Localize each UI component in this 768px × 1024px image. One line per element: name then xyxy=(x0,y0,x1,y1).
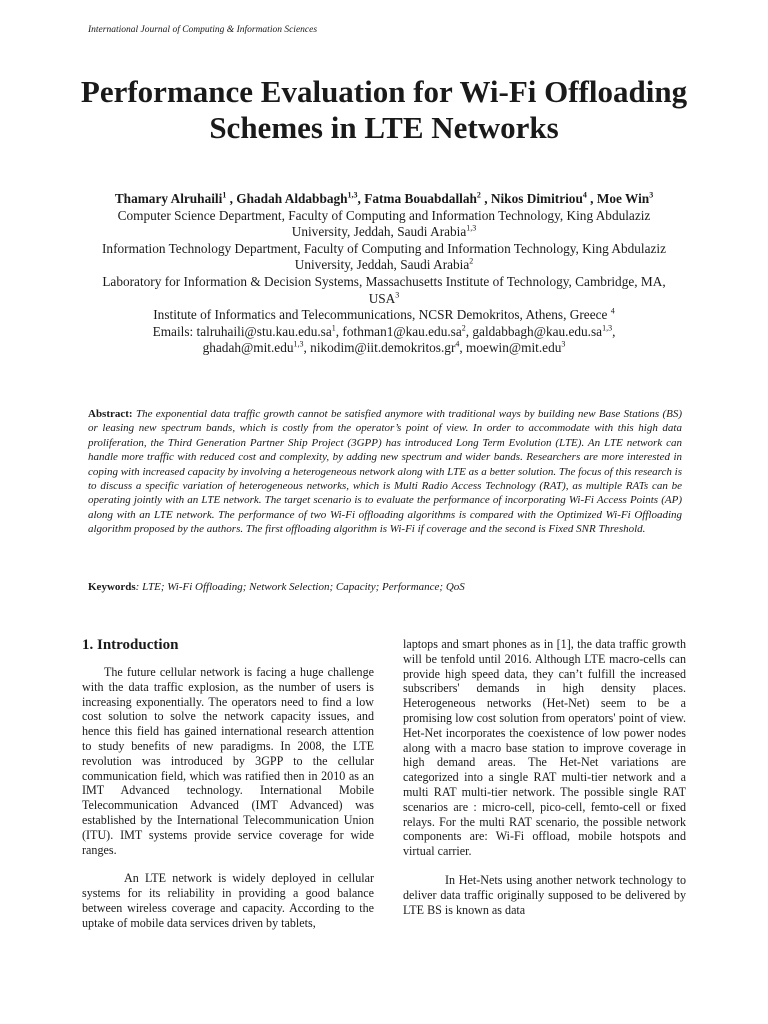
keywords-text: : LTE; Wi-Fi Offloading; Network Selection; Capacity; Performance; QoS xyxy=(135,581,465,593)
left-column xyxy=(82,636,374,931)
title-line-1: Performance Evaluation for Wi-Fi Offloading xyxy=(80,74,688,109)
section-heading: 1. Introduction xyxy=(82,637,179,653)
author-sup: 3 xyxy=(649,190,654,200)
journal-header: International Journal of Computing & Information Sciences xyxy=(88,25,318,35)
email-link[interactable]: galdabbagh@kau.edu.sa xyxy=(472,323,603,339)
author-name: Ghadah Aldabbagh xyxy=(236,191,348,206)
affiliation-3: Laboratory for Information & Decision Systems, Massachusetts Institute of Technology, Cambridge, MA, USA$^3$ xyxy=(102,273,666,306)
author-name: Nikos Dimitriou xyxy=(490,191,583,206)
author-sup: 2 xyxy=(476,190,481,200)
author-sup: 1 xyxy=(222,190,227,200)
paragraph: In Het-Nets using another network technology to deliver data traffic originally supposed to be delivered by LTE BS is known as data xyxy=(403,872,686,917)
affiliation-4: Institute of Informatics and Telecommunications, NCSR Demokritos, Athens, Greece $^4$ xyxy=(153,306,615,323)
abstract-text: The exponential data traffic growth cannot be satisfied anymore with traditional ways by building new Base Stations (BS) or leasing new spectrum bands, which is costly from the operator’s point of view. In order to accommodate with this high data proliferation, the Third Generation Partner Ship Project (3GPP) has introduced Long Term Evolution (LTE). An LTE network can handle more traffic with reduced cost and complexity, by adding new spectrum and wider bands. Researchers are more interested in coping with increased capacity by involving a heterogeneous network along with LTE as a better solution. The focus of this research is to discuss a specific variation of heterogeneous networks, which is Multi Radio Access Technology (RAT), as multiple RATs can be operating jointly with an LTE network. The target scenario is to evaluate the performance of incorporating Wi-Fi Access Points (AP) along with an LTE network. The performance of two Wi-Fi offloading algorithms is compared with the Optimized Wi-Fi Offloading algorithm proposed by the authors. The first offloading algorithm is Wi-Fi if coverage and the second is Fixed SNR Threshold. xyxy=(88,408,682,536)
title-line-2: Schemes in LTE Networks xyxy=(209,110,559,145)
author-name: Thamary Alruhaili xyxy=(114,191,223,206)
keywords-label: Keywords xyxy=(88,581,136,593)
affiliation-1: Computer Science Department, Faculty of Computing and Information Technology, King Abdulaziz University, Jeddah, Saudi Arabia$^{1,3}$ xyxy=(117,207,651,240)
email-link[interactable]: moewin@mit.edu xyxy=(466,340,562,356)
right-column xyxy=(403,637,686,917)
abstract xyxy=(88,407,682,537)
email-link[interactable]: talruhaili@stu.kau.edu.sa xyxy=(196,323,332,339)
paragraph: The future cellular network is facing a huge challenge with the data traffic explosion, as the number of users is increasing exponentially. The operators need to find a low cost solution to solve the network capacity issues, and hence this field has gained international research attention to study benefits of new paradigms. In 2008, the LTE revolution was introduced by 3GPP to the cellular communication field, which was ratified then in 2010 as an IMT Advanced technology. International Mobile Telecommunication Advanced (IMT Advanced) was established by the International Telecommunication Union (ITU). IMT systems provide service coverage for wide ranges. xyxy=(82,665,374,857)
author-name: Fatma Bouabdallah xyxy=(364,191,477,206)
author-sup: 4 xyxy=(582,190,587,200)
keywords xyxy=(88,580,682,594)
author-list: Thamary Alruhaili$^1$ , Ghadah Aldabbagh$^{1,3}$, Fatma Bouabdallah$^2$ , Nikos Dimitriou$^4$ , Moe Win$^3$ xyxy=(114,190,654,206)
email-link[interactable]: fothman1@kau.edu.sa xyxy=(342,323,462,339)
paragraph: laptops and smart phones as in [1], the data traffic growth will be tenfold until 2016. Although LTE macro-cells can provide high speed data, they can’t fulfill the increased subscribers' demands in high density places. Heterogeneous networks (Het-Net) seem to be a promising low cost solution from operators' point of view. Het-Net incorporates the coexistence of low power nodes along with a macro base station to improve coverage in high demand areas. The Het-Net variations are categorized into a single RAT multi-tier network and a multi RAT multi-tier network. The possible single RAT scenarios are : micro-cell, pico-cell, femto-cell or fixed relays. For the multi RAT scenario, the possible network components are: Wi-Fi offload, mobile hotspots and virtual carrier. xyxy=(403,637,686,859)
email-link[interactable]: nikodim@iit.demokritos.gr xyxy=(310,340,456,356)
email-list: Emails: $talruhaili@stu.kau.edu.sa^1$, $fothman1@kau.edu.sa^2$, galdabbagh@kau.edu.sa$^{1,3}$, ghadah@mit.edu$^{1,3}$, $nikodim@iit.demokritos.gr^4$, moewin@mit.edu$^3$ xyxy=(152,323,616,356)
abstract-label: Abstract: xyxy=(88,408,133,420)
author-block xyxy=(80,191,688,357)
affiliation-2: Information Technology Department, Faculty of Computing and Information Technology, King Abdulaziz University, Jeddah, Saudi Arabia$^2$ xyxy=(102,240,666,273)
email-link[interactable]: ghadah@mit.edu xyxy=(202,340,294,356)
author-sup: 1,3 xyxy=(347,190,358,200)
author-name: Moe Win xyxy=(596,191,650,206)
paper-title xyxy=(40,74,728,146)
paragraph: An LTE network is widely deployed in cellular systems for its reliability in providing a good balance between wireless coverage and capacity. According to the uptake of mobile data services driven by tablets, xyxy=(82,871,374,930)
